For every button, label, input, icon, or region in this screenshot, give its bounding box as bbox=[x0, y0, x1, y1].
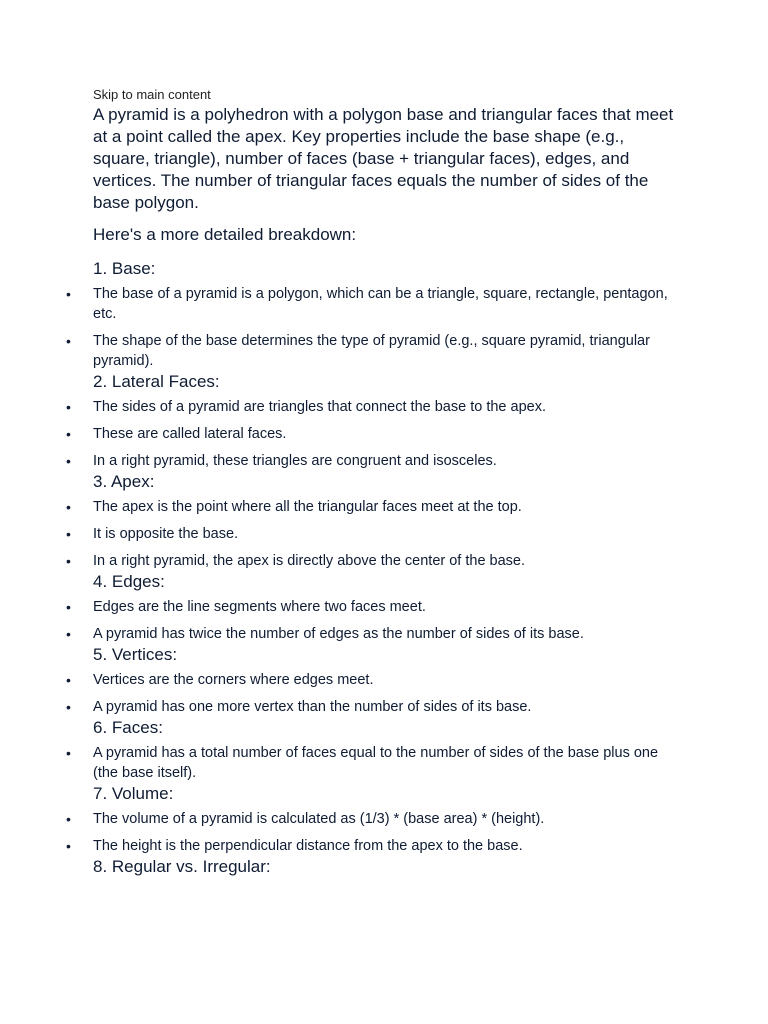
section-regular-vs-irregular bbox=[93, 856, 683, 878]
list-item bbox=[66, 424, 683, 444]
bullet-icon: • bbox=[66, 499, 71, 515]
bullet-list bbox=[66, 284, 683, 371]
list-item-text: These are called lateral faces. bbox=[93, 426, 287, 442]
list-item-text: Edges are the line segments where two faces meet. bbox=[93, 599, 426, 615]
section-vertices bbox=[66, 644, 683, 717]
bullet-list bbox=[66, 743, 683, 783]
list-item bbox=[66, 670, 683, 690]
list-item bbox=[66, 497, 683, 517]
bullet-icon: • bbox=[66, 553, 71, 569]
section-volume bbox=[66, 783, 683, 856]
bullet-icon: • bbox=[66, 838, 71, 854]
section-heading: 8. Regular vs. Irregular: bbox=[93, 857, 271, 876]
list-item bbox=[66, 284, 683, 324]
section-faces bbox=[66, 717, 683, 783]
bullet-icon: • bbox=[66, 333, 71, 349]
list-item bbox=[66, 331, 683, 371]
bullet-list bbox=[66, 670, 683, 717]
section-heading: 4. Edges: bbox=[93, 572, 165, 591]
bullet-icon: • bbox=[66, 286, 71, 302]
bullet-list bbox=[66, 397, 683, 471]
section-lateral-faces bbox=[66, 371, 683, 471]
list-item-text: The base of a pyramid is a polygon, which can be a triangle, square, rectangle, pentagon, etc. bbox=[93, 286, 668, 322]
bullet-icon: • bbox=[66, 626, 71, 642]
list-item-text: The apex is the point where all the triangular faces meet at the top. bbox=[93, 499, 522, 515]
bullet-list bbox=[66, 597, 683, 644]
bullet-icon: • bbox=[66, 526, 71, 542]
list-item bbox=[66, 743, 683, 783]
list-item bbox=[66, 397, 683, 417]
skip-to-main-content-link[interactable]: Skip to main content bbox=[93, 87, 211, 102]
section-edges bbox=[66, 571, 683, 644]
bullet-icon: • bbox=[66, 599, 71, 615]
list-item-text: It is opposite the base. bbox=[93, 526, 239, 542]
list-item bbox=[66, 451, 683, 471]
list-item bbox=[66, 809, 683, 829]
section-heading: 5. Vertices: bbox=[93, 645, 178, 664]
breakdown-intro: Here's a more detailed breakdown: bbox=[93, 225, 357, 244]
bullet-icon: • bbox=[66, 399, 71, 415]
bullet-icon: • bbox=[66, 811, 71, 827]
bullet-list bbox=[66, 497, 683, 571]
list-item-text: The shape of the base determines the type of pyramid (e.g., square pyramid, triangular pyramid). bbox=[93, 333, 650, 369]
list-item bbox=[66, 836, 683, 856]
section-heading: 2. Lateral Faces: bbox=[93, 372, 220, 391]
list-item-text: The height is the perpendicular distance from the apex to the base. bbox=[93, 838, 523, 854]
bullet-icon: • bbox=[66, 699, 71, 715]
list-item-text: Vertices are the corners where edges meet. bbox=[93, 672, 374, 688]
list-item bbox=[66, 624, 683, 644]
bullet-icon: • bbox=[66, 426, 71, 442]
section-heading: 1. Base: bbox=[93, 259, 156, 278]
section-apex bbox=[66, 471, 683, 571]
sections-container bbox=[66, 258, 683, 878]
bullet-list bbox=[66, 809, 683, 856]
list-item bbox=[66, 697, 683, 717]
bullet-icon: • bbox=[66, 453, 71, 469]
list-item-text: A pyramid has twice the number of edges as the number of sides of its base. bbox=[93, 626, 584, 642]
section-heading: 6. Faces: bbox=[93, 718, 163, 737]
list-item bbox=[66, 597, 683, 617]
section-heading: 3. Apex: bbox=[93, 472, 155, 491]
list-item bbox=[66, 551, 683, 571]
list-item-text: A pyramid has one more vertex than the number of sides of its base. bbox=[93, 699, 532, 715]
bullet-icon: • bbox=[66, 745, 71, 761]
list-item bbox=[66, 524, 683, 544]
list-item-text: A pyramid has a total number of faces equal to the number of sides of the base plus one (the base itself). bbox=[93, 745, 659, 781]
list-item-text: In a right pyramid, these triangles are congruent and isosceles. bbox=[93, 453, 497, 469]
list-item-text: The sides of a pyramid are triangles that connect the base to the apex. bbox=[93, 399, 546, 415]
list-item-text: The volume of a pyramid is calculated as (1/3) * (base area) * (height). bbox=[93, 811, 545, 827]
main-content bbox=[66, 86, 683, 878]
intro-paragraph: A pyramid is a polyhedron with a polygon base and triangular faces that meet at a point called the apex. Key properties include the base shape (e.g., square, triangle), number of faces (base + triangular faces), edges, and vertices. The number of triangular faces equals the number of sides of the base polygon. bbox=[93, 105, 674, 212]
section-base bbox=[66, 258, 683, 371]
section-heading: 7. Volume: bbox=[93, 784, 174, 803]
list-item-text: In a right pyramid, the apex is directly above the center of the base. bbox=[93, 553, 526, 569]
bullet-icon: • bbox=[66, 672, 71, 688]
